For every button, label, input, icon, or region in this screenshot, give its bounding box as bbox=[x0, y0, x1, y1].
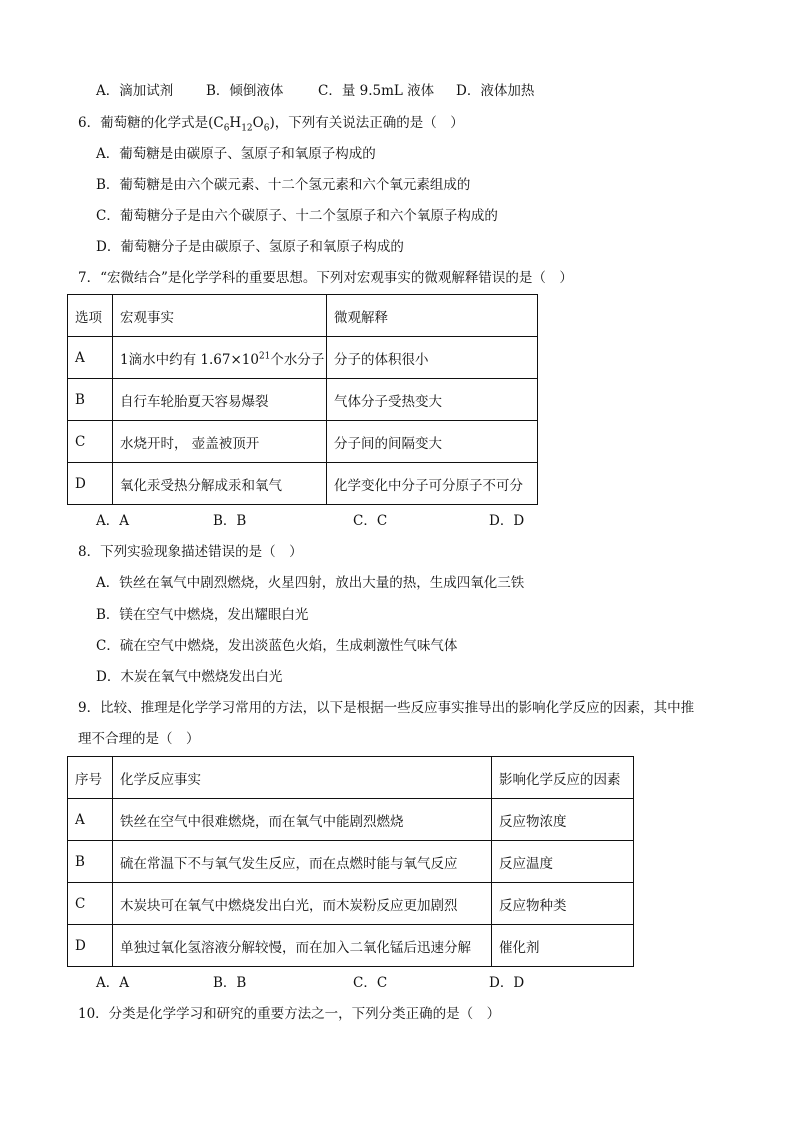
table-row: A 1滴水中约有 $1.67\times 10^{21}$个水分子 分子的体积很小 bbox=[68, 337, 538, 379]
q9-table bbox=[67, 756, 634, 967]
q8-option-d: D．木炭在氧气中燃烧发出白光 bbox=[96, 669, 283, 685]
q8-option-a: A．铁丝在氧气中剧烈燃烧，火星四射，放出大量的热，生成四氧化三铁 bbox=[96, 575, 525, 591]
q6-option-b: B．葡萄糖是由六个碳元素、十二个氢元素和六个氧元素组成的 bbox=[96, 177, 471, 193]
q9-answers bbox=[96, 973, 736, 993]
q5-option-c: C．量 9.5mL 液体 bbox=[318, 83, 435, 99]
q6-option-a: A．葡萄糖是由碳原子、氢原子和氧原子构成的 bbox=[96, 146, 376, 162]
q5-options bbox=[96, 81, 736, 101]
q6-option-c: C．葡萄糖分子是由六个碳原子、十二个氢原子和六个氧原子构成的 bbox=[96, 208, 498, 224]
q7-answer-b: B．B bbox=[213, 513, 247, 529]
table-row: B 硫在常温下不与氧气发生反应，而在点燃时能与氧气反应 反应温度 bbox=[68, 841, 634, 883]
q9-table-header bbox=[68, 757, 634, 799]
q7-answer-c: C．C bbox=[353, 513, 388, 529]
q9-answer-b: B．B bbox=[213, 975, 247, 991]
q7-header-option: 选项 bbox=[68, 295, 113, 337]
q7-stem: 7．“宏微结合”是化学学科的重要思想。下列对宏观事实的微观解释错误的是（ ） bbox=[78, 270, 573, 286]
q8-stem: 8．下列实验现象描述错误的是（ ） bbox=[78, 544, 303, 560]
q9-header-no: 序号 bbox=[68, 757, 113, 799]
table-row: D 氧化汞受热分解成汞和氧气 化学变化中分子可分原子不可分 bbox=[68, 463, 538, 505]
q7-answer-d: D．D bbox=[489, 513, 525, 529]
q9-header-fact: 化学反应事实 bbox=[113, 757, 492, 799]
table-row: C 木炭块可在氧气中燃烧发出白光，而木炭粉反应更加剧烈 反应物种类 bbox=[68, 883, 634, 925]
q6-option-d: D．葡萄糖分子是由碳原子、氢原子和氧原子构成的 bbox=[96, 239, 404, 255]
q9-header-factor: 影响化学反应的因素 bbox=[492, 757, 634, 799]
table-row: D 单独过氧化氢溶液分解较慢，而在加入二氧化锰后迅速分解 催化剂 bbox=[68, 925, 634, 967]
q9-answer-c: C．C bbox=[353, 975, 388, 991]
q9-stem-line1: 9．比较、推理是化学学习常用的方法，以下是根据一些反应事实推导出的影响化学反应的因素，其中推 bbox=[78, 700, 695, 716]
q5-option-a: A．滴加试剂 bbox=[96, 83, 174, 99]
q7-table-header bbox=[68, 295, 538, 337]
q9-answer-d: D．D bbox=[489, 975, 525, 991]
q8-option-c: C．硫在空气中燃烧，发出淡蓝色火焰，生成刺激性气味气体 bbox=[96, 638, 458, 654]
q7-header-fact: 宏观事实 bbox=[113, 295, 327, 337]
q9-stem-line2: 理不合理的是（ ） bbox=[78, 731, 200, 747]
q7-table bbox=[67, 294, 538, 505]
q5-option-b: B．倾倒液体 bbox=[206, 83, 284, 99]
table-row: B 自行车轮胎夏天容易爆裂 气体分子受热变大 bbox=[68, 379, 538, 421]
q7-header-explanation: 微观解释 bbox=[327, 295, 538, 337]
q7-answer-a: A．A bbox=[96, 513, 129, 529]
q9-answer-a: A．A bbox=[96, 975, 129, 991]
table-row: A 铁丝在空气中很难燃烧，而在氧气中能剧烈燃烧 反应物浓度 bbox=[68, 799, 634, 841]
q5-option-d: D．液体加热 bbox=[456, 83, 535, 99]
table-row: C 水烧开时， 壶盖被顶开 分子间的间隔变大 bbox=[68, 421, 538, 463]
q7-answers bbox=[96, 511, 736, 531]
q6-stem: 6．葡萄糖的化学式是$(C_6H_{12}O_6)$，下列有关说法正确的是（ ） bbox=[78, 115, 464, 134]
q10-stem: 10．分类是化学学习和研究的重要方法之一，下列分类正确的是（ ） bbox=[78, 1006, 501, 1022]
q8-option-b: B．镁在空气中燃烧，发出耀眼白光 bbox=[96, 607, 309, 623]
